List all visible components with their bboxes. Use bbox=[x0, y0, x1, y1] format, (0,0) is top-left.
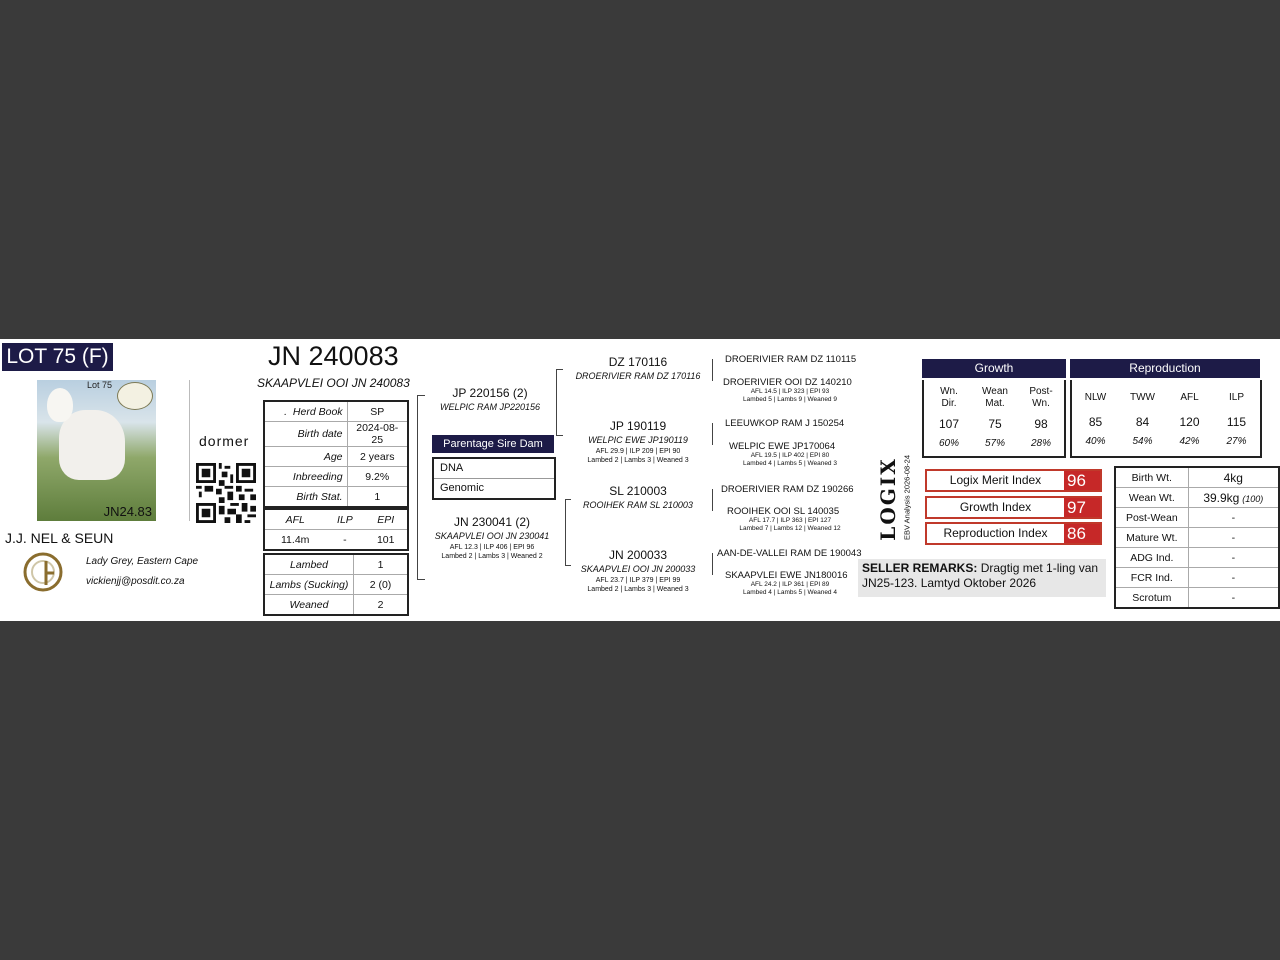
lambing-label: Lambs (Sucking) bbox=[264, 575, 354, 595]
grandparent-name: WELPIC EWE JP190119 bbox=[588, 435, 688, 445]
pedigree-line bbox=[712, 359, 713, 381]
great-grandparent-stats: Lambed 7 | Lambs 12 | Weaned 12 bbox=[739, 525, 841, 532]
weight-row bbox=[1115, 488, 1279, 508]
pedigree-line bbox=[565, 499, 566, 565]
ebv-value: 107 bbox=[938, 417, 960, 431]
great-grandparent-name: AAN-DE-VALLEI RAM DE 190043 bbox=[717, 548, 862, 559]
detail-label: Birth date bbox=[264, 422, 347, 447]
growth-header: Growth bbox=[922, 359, 1066, 378]
perf-value: - bbox=[343, 533, 347, 546]
ebv-column bbox=[1166, 392, 1213, 447]
detail-label: Herd Book bbox=[292, 405, 343, 418]
great-grandparent-node[interactable] bbox=[715, 570, 865, 597]
great-grandparent-name: DROERIVIER RAM DZ 110115 bbox=[725, 354, 857, 365]
details-table bbox=[263, 400, 409, 508]
weight-value: - bbox=[1188, 508, 1279, 528]
ebv-value: 115 bbox=[1226, 415, 1247, 429]
weight-label: ADG Ind. bbox=[1115, 548, 1188, 568]
parentage-header: Parentage Sire Dam bbox=[432, 435, 554, 453]
great-grandparent-stats: Lambed 4 | Lambs 5 | Weaned 4 bbox=[743, 589, 837, 596]
sire-id: JP 220156 bbox=[452, 386, 510, 400]
ebv-accuracy: 54% bbox=[1132, 436, 1153, 447]
great-grandparent-name: SKAAPVLEI EWE JN180016 bbox=[725, 570, 848, 581]
ebv-value: 98 bbox=[1034, 417, 1048, 431]
parentage-row: DNA bbox=[434, 459, 554, 479]
stud-badge-icon bbox=[117, 382, 153, 410]
pedigree-line bbox=[556, 369, 563, 370]
lambing-label: Lambed bbox=[264, 554, 354, 575]
dam-stats: Lambed 2 | Lambs 3 | Weaned 2 bbox=[441, 553, 543, 560]
detail-row bbox=[264, 447, 408, 467]
ebv-value: 120 bbox=[1179, 415, 1200, 429]
weight-row bbox=[1115, 568, 1279, 588]
weight-row bbox=[1115, 467, 1279, 488]
pedigree-line bbox=[565, 565, 571, 566]
detail-value: 1 bbox=[347, 487, 408, 508]
great-grandparent-node[interactable] bbox=[715, 418, 865, 429]
reproduction-index bbox=[925, 522, 1102, 545]
sire-name: WELPIC RAM JP220156 bbox=[439, 402, 541, 412]
parentage-box bbox=[432, 457, 556, 500]
reproduction-ebv-box bbox=[1070, 380, 1262, 458]
remarks-text: Dragtig met 1-ling van JN25-123. Lamtyd Oktober 2026 bbox=[862, 561, 1099, 590]
great-grandparent-stats: AFL 17.7 | ILP 363 | EPI 127 bbox=[748, 517, 832, 524]
grandparent-node[interactable] bbox=[574, 484, 702, 510]
pedigree-line bbox=[712, 553, 713, 575]
dam-stats: AFL 12.3 | ILP 406 | EPI 96 bbox=[449, 544, 535, 551]
detail-value: SP bbox=[347, 401, 408, 422]
lambing-label: Weaned bbox=[289, 598, 329, 611]
detail-value: 2024-08-25 bbox=[347, 422, 408, 447]
ebv-accuracy: 42% bbox=[1179, 436, 1200, 447]
ebv-column bbox=[1018, 386, 1064, 449]
great-grandparent-name: WELPIC EWE JP170064 bbox=[729, 441, 836, 452]
great-grandparent-node[interactable] bbox=[715, 548, 865, 559]
great-grandparent-node[interactable] bbox=[715, 354, 865, 365]
ebv-value: 85 bbox=[1088, 415, 1103, 429]
weight-value: - bbox=[1188, 548, 1279, 568]
weight-row bbox=[1115, 548, 1279, 568]
weight-row bbox=[1115, 588, 1279, 609]
seller-location: Lady Grey, Eastern Cape bbox=[86, 556, 199, 567]
ebv-header: ILP bbox=[1228, 392, 1244, 403]
detail-value: 2 years bbox=[347, 447, 408, 467]
ebv-value: 75 bbox=[988, 417, 1002, 431]
grandparent-name: SKAAPVLEI OOI JN 200033 bbox=[580, 564, 696, 574]
great-grandparent-stats: Lambed 5 | Lambs 9 | Weaned 9 bbox=[743, 396, 837, 403]
ebv-header: Mat. bbox=[985, 398, 1005, 409]
index-label: Reproduction Index bbox=[943, 526, 1048, 540]
detail-label: Age bbox=[264, 447, 347, 467]
great-grandparent-name: LEEUWKOP RAM J 150254 bbox=[725, 418, 845, 429]
ebv-header: AFL bbox=[1180, 392, 1199, 403]
ebv-header: Wn. bbox=[1032, 398, 1050, 409]
great-grandparent-name: DROERIVIER RAM DZ 190266 bbox=[721, 484, 854, 495]
sheep-head-shape bbox=[47, 388, 73, 422]
great-grandparent-node[interactable] bbox=[715, 377, 865, 404]
ebv-accuracy: 27% bbox=[1226, 436, 1247, 447]
ebv-column bbox=[1119, 392, 1166, 447]
photo-ear-tag: JN24.83 bbox=[103, 504, 152, 519]
ebv-value: 84 bbox=[1135, 415, 1150, 429]
ebv-accuracy: 57% bbox=[984, 438, 1005, 449]
weight-value: - bbox=[1188, 528, 1279, 548]
parentage-row: Genomic bbox=[440, 482, 485, 494]
ebv-column bbox=[926, 386, 972, 449]
growth-ebv-box bbox=[922, 380, 1066, 458]
weight-row bbox=[1115, 528, 1279, 548]
divider bbox=[189, 380, 190, 521]
ebv-column bbox=[972, 386, 1018, 449]
sheep-body-shape bbox=[59, 410, 125, 480]
grandparent-stats: AFL 23.7 | ILP 379 | EPI 99 bbox=[595, 577, 681, 584]
perf-value: 11.4m bbox=[281, 533, 310, 546]
lambing-value: 2 bbox=[354, 595, 409, 616]
grandparent-id: DZ 170116 bbox=[608, 355, 668, 369]
ebv-column bbox=[1213, 392, 1260, 447]
details-prefix: . bbox=[284, 405, 288, 418]
seller-name: J.J. NEL & SEUN bbox=[5, 530, 114, 546]
great-grandparent-stats: AFL 19.5 | ILP 402 | EPI 80 bbox=[750, 452, 830, 459]
pedigree-line bbox=[417, 395, 418, 580]
grandparent-id: JN 200033 bbox=[608, 548, 668, 562]
pedigree-line bbox=[565, 499, 571, 500]
index-label: Growth Index bbox=[959, 500, 1032, 514]
great-grandparent-node[interactable] bbox=[715, 484, 865, 495]
great-grandparent-stats: AFL 14.5 | ILP 323 | EPI 93 bbox=[750, 388, 830, 395]
dam-name: SKAAPVLEI OOI JN 230041 bbox=[434, 531, 550, 541]
reproduction-header: Reproduction bbox=[1070, 359, 1260, 378]
weight-label: Scrotum bbox=[1132, 591, 1172, 604]
pedigree-line bbox=[712, 489, 713, 511]
dam-id: JN 230041 bbox=[453, 515, 513, 529]
elite-logo-icon bbox=[22, 551, 64, 593]
dam-count: (2) bbox=[515, 515, 531, 529]
weight-extra: (100) bbox=[1242, 493, 1264, 504]
grandparent-node[interactable] bbox=[574, 355, 702, 381]
great-grandparent-stats: AFL 24.2 | ILP 361 | EPI 89 bbox=[750, 581, 830, 588]
animal-name: SKAAPVLEI OOI JN 240083 bbox=[257, 376, 410, 390]
pedigree-line bbox=[556, 435, 563, 436]
grandparent-stats: AFL 29.9 | ILP 209 | EPI 90 bbox=[595, 448, 681, 455]
detail-label: Birth Stat. bbox=[296, 490, 343, 503]
sire-count: (2) bbox=[512, 386, 528, 400]
grandparent-node[interactable] bbox=[574, 548, 702, 594]
pedigree-line bbox=[417, 395, 425, 396]
perf-value: 101 bbox=[376, 533, 395, 546]
great-grandparent-node[interactable] bbox=[715, 506, 865, 533]
weight-row bbox=[1115, 508, 1279, 528]
pedigree-line bbox=[556, 369, 557, 436]
grandparent-node[interactable] bbox=[574, 419, 702, 465]
ebv-header: Wean bbox=[982, 386, 1008, 397]
logix-brand bbox=[868, 449, 912, 549]
photo-lot-label: Lot 75 bbox=[87, 380, 113, 390]
weight-label: Birth Wt. bbox=[1115, 467, 1188, 488]
weight-label: FCR Ind. bbox=[1115, 568, 1188, 588]
detail-row bbox=[264, 401, 408, 422]
seller-remarks bbox=[858, 559, 1106, 597]
ebv-header: NLW bbox=[1084, 392, 1107, 403]
lambing-value: 1 bbox=[354, 554, 409, 575]
lot-card bbox=[0, 339, 1280, 621]
detail-row bbox=[264, 422, 408, 447]
perf-header: EPI bbox=[364, 509, 408, 530]
weight-value: - bbox=[1188, 568, 1279, 588]
seller-email[interactable]: vickienjj@posdit.co.za bbox=[86, 576, 185, 587]
growth-index bbox=[925, 496, 1102, 519]
pedigree-line bbox=[417, 579, 425, 580]
index-value: 96 bbox=[1064, 471, 1100, 490]
logix-logo: LOGIX bbox=[876, 457, 900, 541]
detail-label: Inbreeding bbox=[264, 467, 347, 487]
ebv-column bbox=[1072, 392, 1119, 447]
lambing-value: 2 (0) bbox=[354, 575, 409, 595]
perf-header: ILP bbox=[325, 509, 364, 530]
grandparent-id: SL 210003 bbox=[609, 484, 667, 498]
ebv-accuracy: 40% bbox=[1085, 436, 1106, 447]
weight-value: 39.9kg bbox=[1203, 490, 1240, 505]
lambing-table bbox=[263, 553, 409, 616]
great-grandparent-name: ROOIHEK OOI SL 140035 bbox=[727, 506, 840, 517]
index-label: Logix Merit Index bbox=[949, 473, 1042, 487]
remarks-label: SELLER REMARKS: bbox=[862, 561, 978, 575]
grandparent-stats: Lambed 2 | Lambs 3 | Weaned 3 bbox=[587, 457, 689, 464]
animal-photo[interactable] bbox=[37, 380, 156, 521]
pedigree-line bbox=[712, 423, 713, 445]
index-value: 86 bbox=[1064, 524, 1100, 543]
performance-table bbox=[263, 508, 409, 551]
qr-code-icon[interactable] bbox=[196, 463, 256, 523]
ebv-header: Post- bbox=[1029, 386, 1053, 397]
ebv-accuracy: 60% bbox=[938, 438, 959, 449]
grandparent-stats: Lambed 2 | Lambs 3 | Weaned 3 bbox=[587, 586, 689, 593]
great-grandparent-stats: Lambed 4 | Lambs 5 | Weaned 3 bbox=[743, 460, 837, 467]
ebv-header: TWW bbox=[1130, 392, 1155, 403]
weight-label: Post-Wean bbox=[1115, 508, 1188, 528]
sire-node[interactable] bbox=[425, 386, 555, 412]
ebv-analysis-date: EBV Analysis 2026-08-24 bbox=[902, 454, 912, 541]
detail-row bbox=[264, 467, 408, 487]
grandparent-name: ROOIHEK RAM SL 210003 bbox=[583, 500, 693, 510]
lot-badge: LOT 75 (F) bbox=[2, 343, 113, 371]
weight-label: Mature Wt. bbox=[1115, 528, 1188, 548]
ebv-header: Wn. bbox=[940, 386, 958, 397]
breed-logo: dormer bbox=[199, 433, 250, 449]
detail-row bbox=[264, 487, 408, 508]
weight-value: 4kg bbox=[1188, 467, 1279, 488]
detail-value: 9.2% bbox=[347, 467, 408, 487]
weights-table bbox=[1114, 466, 1280, 609]
logix-merit-index bbox=[925, 469, 1102, 492]
ebv-accuracy: 28% bbox=[1030, 438, 1051, 449]
weight-value: - bbox=[1188, 588, 1279, 609]
index-value: 97 bbox=[1064, 498, 1100, 517]
ebv-header: Dir. bbox=[941, 398, 957, 409]
weight-label: Wean Wt. bbox=[1115, 488, 1188, 508]
dam-node[interactable] bbox=[425, 515, 559, 561]
great-grandparent-node[interactable] bbox=[715, 441, 865, 468]
great-grandparent-name: DROERIVIER OOI DZ 140210 bbox=[723, 377, 852, 388]
perf-header: AFL bbox=[264, 509, 325, 530]
animal-id: JN 240083 bbox=[268, 341, 399, 371]
grandparent-id: JP 190119 bbox=[609, 419, 667, 433]
grandparent-name: DROERIVIER RAM DZ 170116 bbox=[575, 371, 701, 381]
